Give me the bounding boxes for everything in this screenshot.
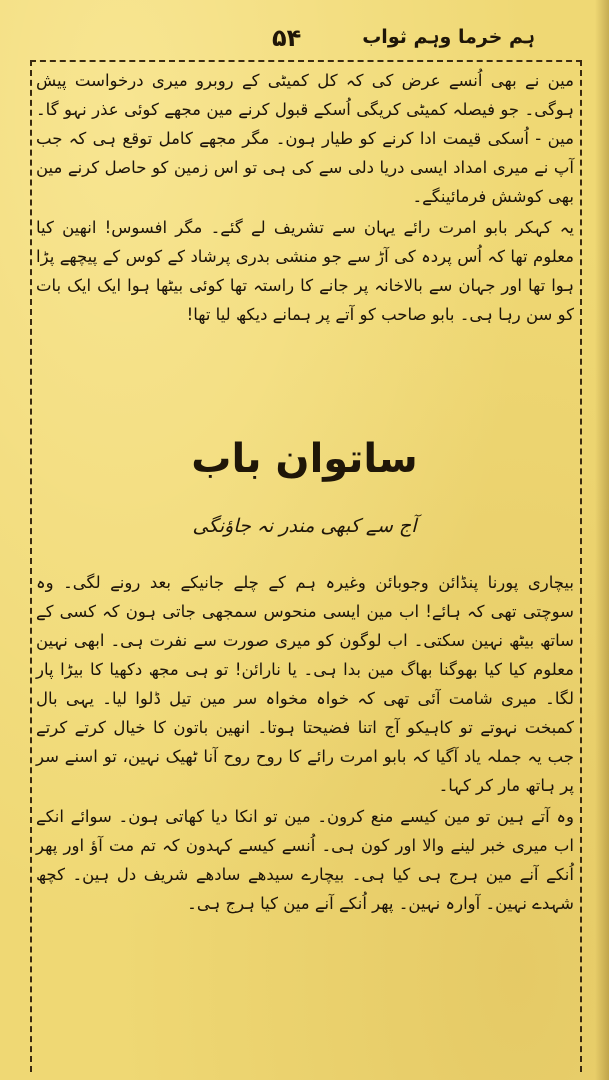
- page-header: [0, 22, 609, 62]
- page-edge-shadow: [595, 0, 609, 1080]
- page-number: ۵۴: [272, 24, 302, 52]
- section-one-text: [36, 66, 574, 416]
- chapter-title: ساتوان باب: [191, 436, 418, 482]
- section-two-text: [36, 568, 574, 1068]
- running-title: ہم خرما وہم ثواب: [362, 26, 535, 48]
- paragraph: بیچاری پورنا پنڈائن وجوبائن وغیرہ ہم کے چلے جانیکے بعد رونے لگی۔ وہ سوچتی تھی کہ ہائے! اب مین ایسی منحوس سمجھی جاتی ہون کہ کسی کے ساتھ بیٹھ نہین سکتی۔ اب لوگون کو میری صورت سے نفرت ہی۔ ابھی نہین معلوم کیا کیا بھوگنا بھاگ مین بدا ہی۔ یا نارائن! تو ہی مجھ دکھیا کا بیڑا پار لگا۔ میری شامت آئی تھی کہ خواہ مخواہ سر مین تیل ڈلوا لیا۔ یہی بال کمبخت نہوتے تو کاہیکو آج اتنا فضیحتا ہوتا۔ انھین باتون کا خیال کرتے کرتے جب یہ جملہ یاد آگیا کہ بابو امرت رائے کا روح روح آنا ٹھیک نہین، تو اسنے سر پر ہاتھ مار کر کہا۔: [36, 573, 574, 795]
- chapter-subtitle: آج سے کبھی مندر نہ جاؤنگی: [192, 515, 417, 537]
- paragraph: وہ آتے ہین تو مین کیسے منع کرون۔ مین تو انکا دیا کھاتی ہون۔ سوائے انکے اب میری خبر لینے والا اور کون ہی۔ اُنسے کیسے کہدون کہ تم مت آؤ اور پھر اُنکے آنے مین ہرج ہی کیا ہی۔ بیچارے سیدھے سادھے شریف دل ہین۔ کچھ شہدے نہین۔ آوارہ نہین۔ پھر اُنکے آنے مین کیا ہرج ہی۔: [36, 807, 574, 913]
- paragraph: مین نے بھی اُنسے عرض کی کہ کل کمیٹی کے روبرو میری درخواست پیش ہوگی۔ جو فیصلہ کمیٹی کریگی اُسکے قبول کرنے مین مجھے کوئی عذر نہو گا۔ مین - اُسکی قیمت ادا کرنے کو طیار ہون۔ مگر مجھے کامل توقع ہی کہ جب آپ نے میری امداد ایسی دریا دلی سے کی ہی تو اس زمین کو حاصل کرنے مین بھی کوشش فرمائینگے۔: [36, 71, 574, 206]
- paragraph: یہ کہکر بابو امرت رائے یہان سے تشریف لے گئے۔ مگر افسوس! انھین کیا معلوم تھا کہ اُس پردہ کی آڑ سے جو منشی بدری پرشاد کے کوس کے پیچھے پڑا ہوا تھا اور جہان سے بالاخانہ پر جانے کا راستہ تھا کوئی بیٹھا ہوا ایک ایک بات کو سن رہا ہی۔ بابو صاحب کو آتے پر ہمانے دیکھ لیا تھا!: [36, 218, 574, 324]
